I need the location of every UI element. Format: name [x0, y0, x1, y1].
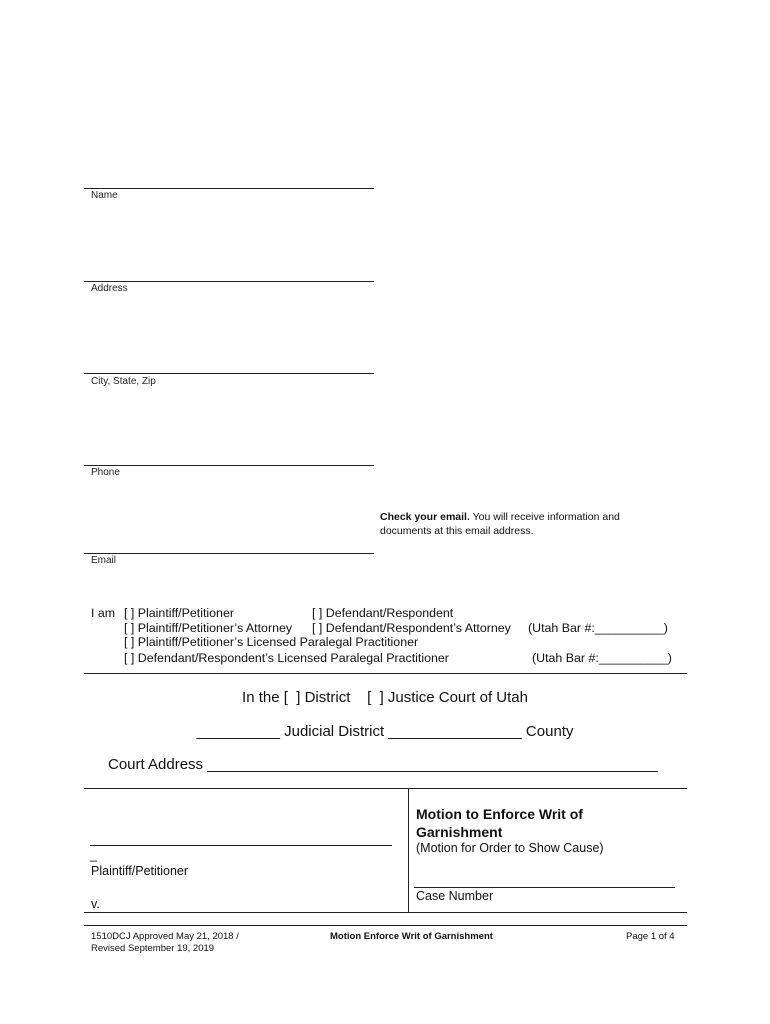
case-number-label: Case Number — [416, 889, 494, 903]
name-label: Name — [91, 190, 118, 201]
i-am-lead: I am — [91, 606, 116, 620]
judicial-district-line[interactable]: __________ Judicial District ________________ County — [196, 723, 574, 740]
footer-form-id — [91, 931, 239, 955]
document-subtitle: (Motion for Order to Show Cause) — [416, 841, 604, 855]
option-defendant-attorney[interactable]: [ ] Defendant/Respondent’s Attorney — [312, 621, 511, 635]
document-title-line2: Garnishment — [416, 824, 503, 840]
option-defendant[interactable]: [ ] Defendant/Respondent — [312, 606, 454, 620]
footer-page-number: Page 1 of 4 — [626, 931, 675, 942]
caption-top-border — [84, 788, 687, 789]
versus-label: v. — [91, 897, 100, 911]
check-email-note — [380, 510, 680, 538]
court-type-line[interactable]: In the [ ] District [ ] Justice Court of Utah — [242, 689, 528, 706]
court-address-line[interactable]: Court Address ______________________________________________________ — [108, 756, 658, 773]
plaintiff-label: Plaintiff/Petitioner — [91, 864, 189, 878]
email-label: Email — [91, 555, 117, 566]
caption-bottom-border — [84, 912, 687, 913]
footer-form-title: Motion Enforce Writ of Garnishment — [330, 931, 493, 942]
phone-label: Phone — [91, 467, 120, 478]
caption-divider — [408, 788, 409, 912]
phone-line[interactable] — [84, 465, 374, 466]
check-email-rest: You will receive information and — [469, 511, 620, 523]
footer-approved: 1510DCJ Approved May 21, 2018 / — [91, 931, 239, 942]
case-number-line[interactable] — [414, 887, 675, 888]
footer-revised: Revised September 19, 2019 — [91, 943, 215, 954]
option-plaintiff-attorney[interactable]: [ ] Plaintiff/Petitioner’s Attorney — [124, 621, 293, 635]
option-plaintiff[interactable]: [ ] Plaintiff/Petitioner — [124, 606, 234, 620]
option-plaintiff-paralegal[interactable]: [ ] Plaintiff/Petitioner’s Licensed Paralegal Practitioner — [124, 635, 419, 649]
plaintiff-name-line[interactable] — [90, 845, 392, 846]
address-line[interactable] — [84, 281, 374, 282]
bar-number-2[interactable]: (Utah Bar #:__________) — [532, 651, 672, 665]
document-title-line1: Motion to Enforce Writ of — [416, 806, 583, 822]
address-label: Address — [91, 283, 128, 294]
option-defendant-paralegal[interactable]: [ ] Defendant/Respondent’s Licensed Paralegal Practitioner — [124, 651, 449, 665]
check-email-bold: Check your email. — [380, 511, 470, 523]
bar-number-1[interactable]: (Utah Bar #:__________) — [528, 621, 668, 635]
check-email-line2: documents at this email address. — [380, 525, 534, 537]
email-line[interactable] — [84, 553, 374, 554]
blank-underscore: _ — [90, 848, 97, 862]
footer-rule — [84, 925, 687, 926]
name-line[interactable] — [84, 188, 374, 189]
section-divider — [84, 673, 687, 674]
document-title — [416, 805, 583, 841]
city-state-zip-label: City, State, Zip — [91, 376, 156, 387]
city-state-zip-line[interactable] — [84, 373, 374, 374]
